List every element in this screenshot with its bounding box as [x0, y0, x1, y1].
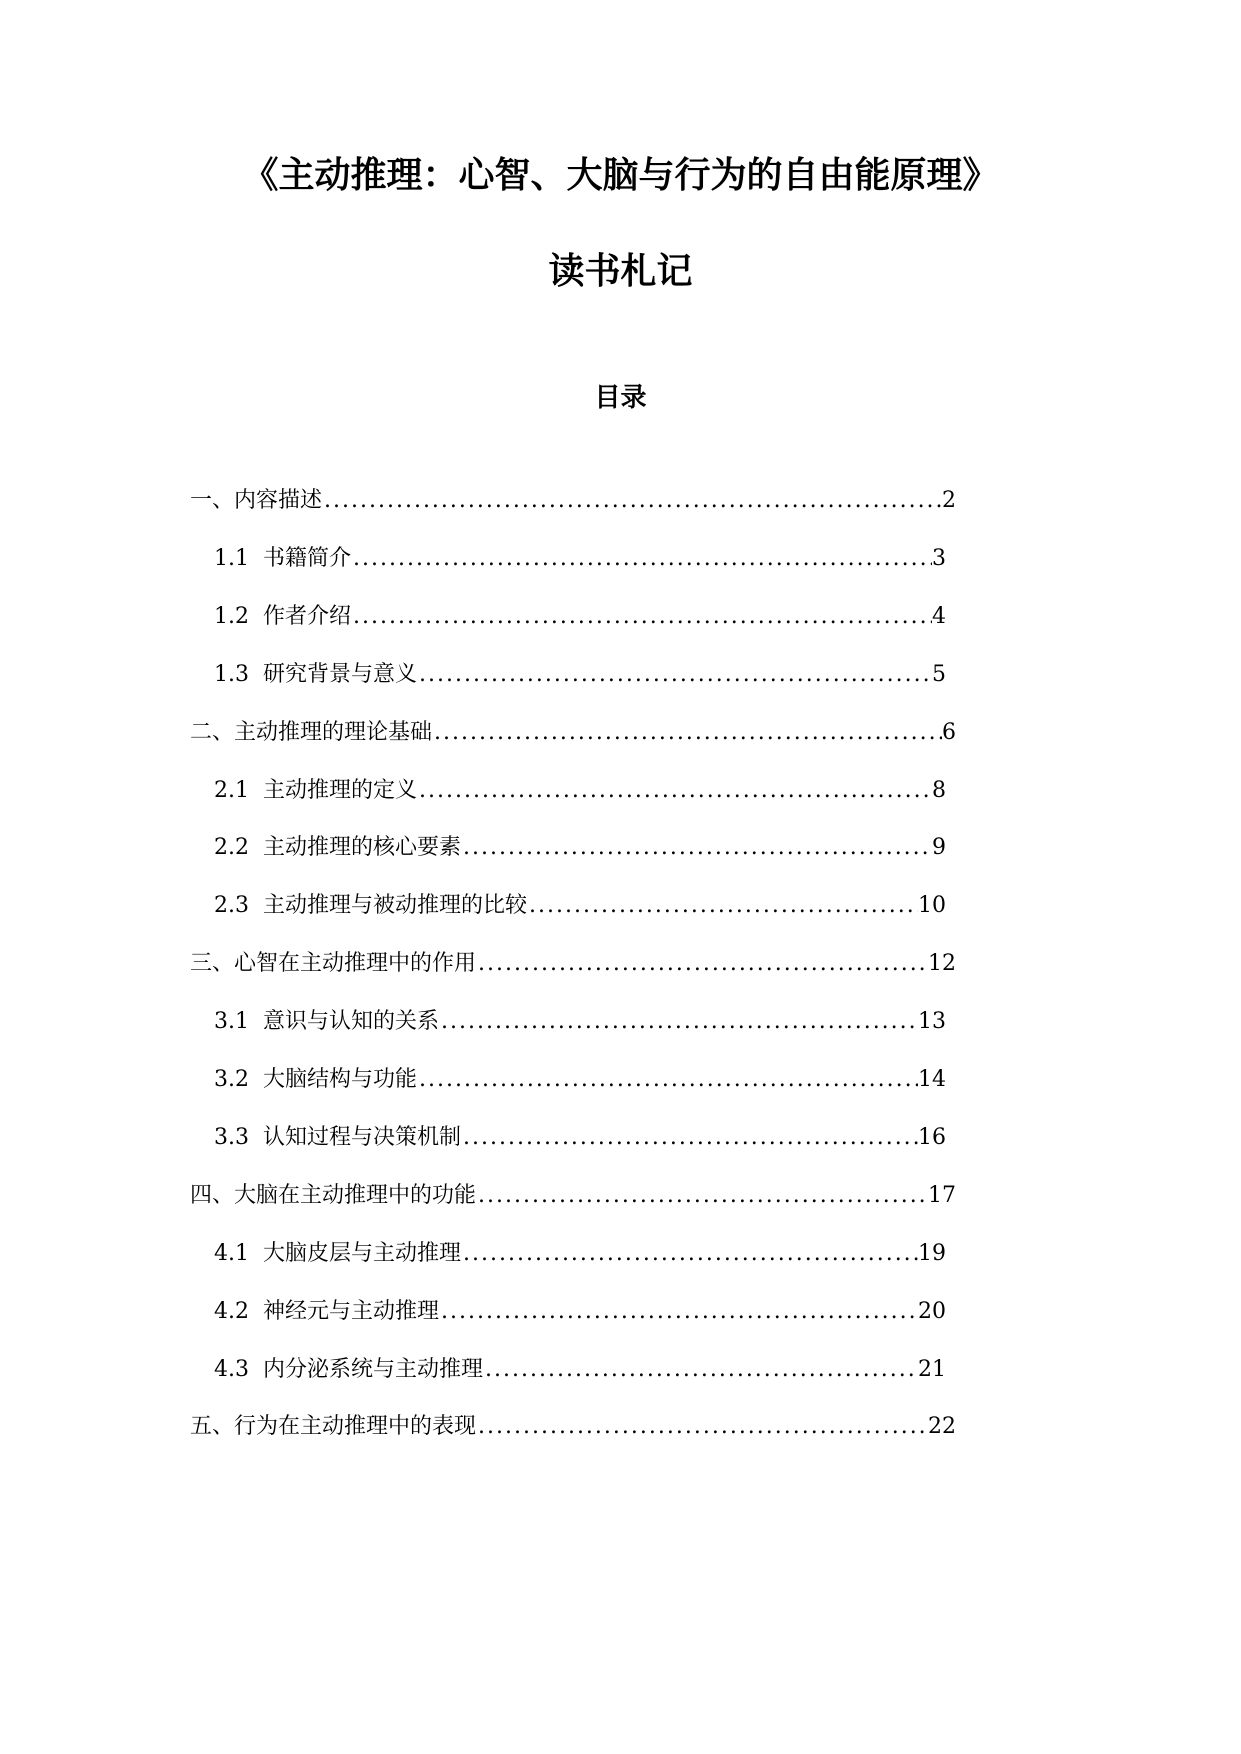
toc-page-number: 19 — [918, 1241, 946, 1266]
toc-page-number: 13 — [918, 1009, 946, 1034]
toc-entry-number: 4.2 — [214, 1299, 249, 1324]
toc-dot-leader — [351, 544, 932, 574]
toc-entry[interactable] — [214, 1355, 946, 1385]
toc-entry[interactable] — [214, 602, 946, 632]
toc-entry-number: 3.3 — [214, 1125, 249, 1150]
toc-page-number: 12 — [928, 951, 956, 976]
toc-page-number: 4 — [932, 604, 946, 629]
toc-entry-number: 4.3 — [214, 1357, 249, 1382]
toc-entry[interactable] — [190, 1412, 956, 1442]
toc-entry[interactable] — [214, 544, 946, 574]
toc-heading: 目录 — [594, 383, 647, 413]
toc-entry-title: 神经元与主动推理 — [263, 1299, 440, 1324]
toc-entry-title: 大脑皮层与主动推理 — [263, 1241, 462, 1266]
toc-entry[interactable] — [214, 1297, 946, 1327]
toc-entry[interactable] — [190, 486, 956, 516]
document-subtitle: 读书札记 — [548, 251, 693, 292]
toc-entry-number: 2.3 — [214, 893, 249, 918]
toc-entry[interactable] — [214, 1123, 946, 1153]
toc-entry[interactable] — [214, 1007, 946, 1037]
toc-entry-title: 认知过程与决策机制 — [263, 1125, 462, 1150]
toc-dot-leader — [417, 660, 932, 690]
toc-dot-leader — [461, 1239, 918, 1269]
toc-entry-title: 意识与认知的关系 — [263, 1009, 440, 1034]
toc-entry-title: 五、行为在主动推理中的表现 — [190, 1414, 477, 1439]
toc-dot-leader — [439, 1007, 918, 1037]
toc-dot-leader — [483, 1355, 918, 1385]
toc-dot-leader — [417, 1065, 918, 1095]
toc-dot-leader — [432, 718, 942, 748]
toc-entry-title: 书籍简介 — [263, 546, 352, 571]
toc-entry[interactable] — [214, 1065, 946, 1095]
toc-entry-title: 四、大脑在主动推理中的功能 — [190, 1183, 477, 1208]
toc-entry-number: 3.2 — [214, 1067, 249, 1092]
toc-entry[interactable] — [214, 891, 946, 921]
toc-entry[interactable] — [190, 949, 956, 979]
toc-entry[interactable] — [190, 718, 956, 748]
toc-page-number: 3 — [932, 546, 946, 571]
toc-entry-title: 二、主动推理的理论基础 — [190, 720, 433, 745]
toc-entry-title: 主动推理与被动推理的比较 — [263, 893, 528, 918]
toc-entry[interactable] — [214, 833, 946, 863]
toc-dot-leader — [476, 949, 928, 979]
toc-dot-leader — [461, 1123, 918, 1153]
toc-entry-number: 2.1 — [214, 778, 249, 803]
toc-entry-number: 1.3 — [214, 662, 249, 687]
toc-entry[interactable] — [190, 1181, 956, 1211]
toc-entry-number: 2.2 — [214, 835, 249, 860]
toc-dot-leader — [351, 602, 932, 632]
toc-dot-leader — [527, 891, 918, 921]
toc-entry-number: 3.1 — [214, 1009, 249, 1034]
toc-entry-title: 三、心智在主动推理中的作用 — [190, 951, 477, 976]
toc-page-number: 20 — [918, 1299, 946, 1324]
toc-entry[interactable] — [214, 660, 946, 690]
toc-page-number: 8 — [932, 778, 946, 803]
toc-entry-title: 研究背景与意义 — [263, 662, 418, 687]
toc-page-number: 9 — [932, 835, 946, 860]
toc-dot-leader — [439, 1297, 918, 1327]
toc-page-number: 21 — [918, 1357, 946, 1382]
toc-page-number: 5 — [932, 662, 946, 687]
document-title: 《主动推理：心智、大脑与行为的自由能原理》 — [242, 155, 999, 196]
toc-page-number: 10 — [918, 893, 946, 918]
toc-page-number: 6 — [942, 720, 956, 745]
toc-entry-number: 4.1 — [214, 1241, 249, 1266]
toc-entry-title: 一、内容描述 — [190, 488, 323, 513]
toc-page-number: 17 — [928, 1183, 956, 1208]
toc-entry-title: 作者介绍 — [263, 604, 352, 629]
toc-page-number: 16 — [918, 1125, 946, 1150]
toc-entry[interactable] — [214, 776, 946, 806]
toc-entry-number: 1.2 — [214, 604, 249, 629]
toc-dot-leader — [322, 486, 942, 516]
toc-dot-leader — [417, 776, 932, 806]
toc-page-number: 2 — [942, 488, 956, 513]
toc-entry-title: 主动推理的定义 — [263, 778, 418, 803]
toc-entry-title: 内分泌系统与主动推理 — [263, 1357, 484, 1382]
toc-dot-leader — [461, 833, 932, 863]
toc-entry[interactable] — [214, 1239, 946, 1269]
toc-dot-leader — [476, 1412, 928, 1442]
toc-page-number: 14 — [918, 1067, 946, 1092]
toc-entry-number: 1.1 — [214, 546, 249, 571]
toc-page-number: 22 — [928, 1414, 956, 1439]
toc-entry-title: 大脑结构与功能 — [263, 1067, 418, 1092]
toc-entry-title: 主动推理的核心要素 — [263, 835, 462, 860]
toc-dot-leader — [476, 1181, 928, 1211]
